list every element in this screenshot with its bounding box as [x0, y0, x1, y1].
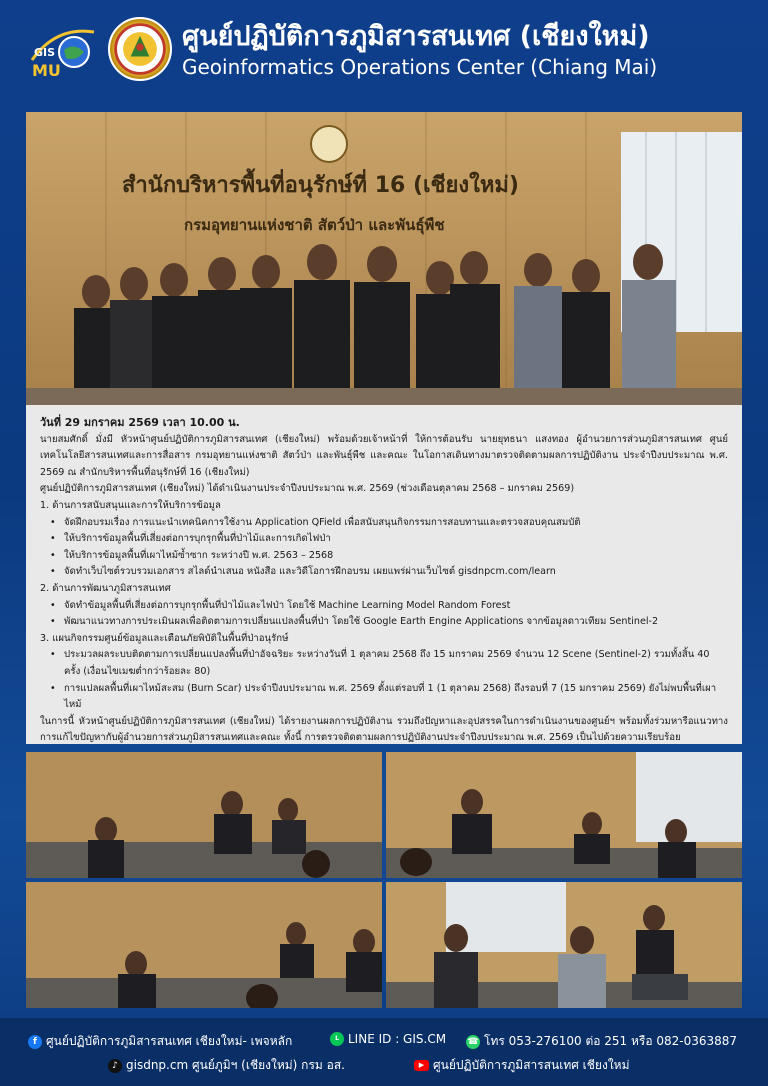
tiktok-link[interactable] [108, 1056, 345, 1075]
svg-text:MU: MU [32, 61, 61, 80]
facebook-label: ศูนย์ปฏิบัติการภูมิสารสนเทศ เชียงใหม่- เพจหลัก [46, 1034, 293, 1048]
youtube-icon: ▶ [414, 1060, 429, 1071]
section-2-heading: 2. ด้านการพัฒนาภูมิสารสนเทศ [40, 582, 171, 594]
section-1-heading: 1. ด้านการสนับสนุนและการให้บริการข้อมูล [40, 499, 221, 511]
meeting-photo [26, 752, 382, 878]
meeting-photo [386, 882, 742, 1008]
group-photo [26, 112, 742, 405]
article-date: วันที่ 29 มกราคม 2569 เวลา 10.00 น. [40, 416, 240, 429]
facebook-link[interactable] [28, 1032, 292, 1051]
article-intro: นายสมศักดิ์ มั่งมี หัวหน้าศูนย์ปฏิบัติการภูมิสารสนเทศ (เชียงใหม่) พร้อมด้วยเจ้าหน้าที่ ให้การต้อนรับ นายยุทธนา แสงทอง ผู้อำนวยการส่วนภูมิสารสนเทศ ศูนย์เทคโนโลยีสารสนเทศและการสื่อสาร กรมอุทยานแห่งชาติ สัตว์ป่า และพันธุ์พืช และคณะ ในโอกาสเดินทางมาตรวจติดตามผลการปฏิบัติงาน ประจำปีงบประมาณ พ.ศ. 2569 ณ สำนักบริหารพื้นที่อนุรักษ์ที่ 16 (เชียงใหม่) [40, 433, 728, 478]
article-body [26, 405, 742, 744]
list-item: • ให้บริการข้อมูลพื้นที่เผาไหม้ซ้ำซาก ระหว่างปี พ.ศ. 2563 – 2568 [50, 548, 728, 565]
section-1-list [40, 515, 728, 581]
tiktok-label: gisdnp.cm ศูนย์ภูมิฯ (เชียงใหม่) กรม อส. [126, 1058, 345, 1072]
section-3-heading: 3. แผนกิจกรรมศูนย์ข้อมูลและเตือนภัยพิบัติในพื้นที่ป่าอนุรักษ์ [40, 632, 289, 644]
footer-contacts [0, 1018, 768, 1086]
phone-icon: ☎ [467, 1036, 479, 1047]
section-2-list [40, 598, 728, 631]
gis-mu-logo [26, 22, 98, 82]
article-summary: ศูนย์ปฏิบัติการภูมิสารสนเทศ (เชียงใหม่) ได้ดำเนินงานประจำปีงบประมาณ พ.ศ. 2569 (ช่วงเดือนตุลาคม 2568 – มกราคม 2569) [40, 483, 575, 495]
list-item: • การแปลผลพื้นที่เผาไหม้สะสม (Burn Scar) ประจำปีงบประมาณ พ.ศ. 2569 ตั้งแต่รอบที่ 1 (1 ตุลาคม 2568) ถึงรอบที่ 7 (15 มกราคม 2569) ยังไม่พบพื้นที่เผาไหม้ [50, 681, 728, 714]
list-item: • พัฒนาแนวทางการประเมินผลเพื่อติดตามการเปลี่ยนแปลงพื้นที่ป่า โดยใช้ Google Earth Engine Applications จากข้อมูลดาวเทียม Sentinel-2 [50, 614, 728, 631]
article-closing: ในการนี้ หัวหน้าศูนย์ปฏิบัติการภูมิสารสนเทศ (เชียงใหม่) ได้รายงานผลการปฏิบัติงาน รวมถึงปัญหาและอุปสรรคในการดำเนินงานของศูนย์ฯ พร้อมทั้งร่วมหารือแนวทางการแก้ไขปัญหากับผู้อำนวยการส่วนภูมิสารสนเทศและคณะ ทั้งนี้ การตรวจติดตามผลการปฏิบัติงานประจำปีงบประมาณ พ.ศ. 2569 เป็นไปด้วยความเรียบร้อย [40, 715, 728, 744]
list-item: • ให้บริการข้อมูลพื้นที่เสี่ยงต่อการบุกรุกพื้นที่ป่าไม้และการเกิดไฟป่า [50, 531, 728, 548]
sign-text-line2: กรมอุทยานแห่งชาติ สัตว์ป่า และพันธุ์พืช [184, 216, 445, 234]
meeting-photo [386, 752, 742, 878]
sign-text-line1: สำนักบริหารพื้นที่อนุรักษ์ที่ 16 (เชียงใหม่) [122, 173, 519, 198]
section-3-list [40, 647, 728, 713]
phone-label: โทร 053-276100 ต่อ 251 หรือ 082-0363887 [484, 1034, 738, 1048]
facebook-icon: f [28, 1035, 42, 1049]
list-item: • จัดทำข้อมูลพื้นที่เสี่ยงต่อการบุกรุกพื้นที่ป่าไม้และไฟป่า โดยใช้ Machine Learning Model Random Forest [50, 598, 728, 615]
phone-link[interactable] [466, 1032, 737, 1051]
youtube-label: ศูนย์ปฏิบัติการภูมิสารสนเทศ เชียงใหม่ [433, 1058, 630, 1072]
list-item: • ประมวลผลระบบติดตามการเปลี่ยนแปลงพื้นที่ป่าอัจฉริยะ ระหว่างวันที่ 1 ตุลาคม 2568 ถึง 15 มกราคม 2569 จำนวน 12 Scene (Sentinel-2) รวมทั้งสิ้น 40 ครั้ง (เงื่อนไขเมฆต่ำกว่าร้อยละ 80) [50, 647, 728, 680]
list-item: • จัดทำเว็บไซต์รวบรวมเอกสาร สไลด์นำเสนอ หนังสือ และวิดีโอการฝึกอบรม เผยแพร่ผ่านเว็บไซต์ gisdnpcm.com/learn [50, 564, 728, 581]
list-item: • จัดฝึกอบรมเรื่อง การแนะนำเทคนิคการใช้งาน Application QField เพื่อสนับสนุนกิจกรรมการสอบทานและตรวจสอบคุณสมบัติ [50, 515, 728, 532]
page-title-thai: ศูนย์ปฏิบัติการภูมิสารสนเทศ (เชียงใหม่) [182, 21, 650, 52]
svg-text:GIS: GIS [34, 46, 56, 59]
page-title-english: Geoinformatics Operations Center (Chiang Mai) [182, 55, 658, 79]
header [0, 0, 768, 105]
line-icon: L [330, 1032, 344, 1046]
line-link[interactable] [330, 1032, 446, 1046]
line-label: LINE ID : GIS.CM [348, 1032, 447, 1046]
youtube-link[interactable] [414, 1056, 630, 1075]
meeting-photo [26, 882, 382, 1008]
department-seal-logo [108, 17, 172, 81]
tiktok-icon: ♪ [108, 1059, 122, 1073]
